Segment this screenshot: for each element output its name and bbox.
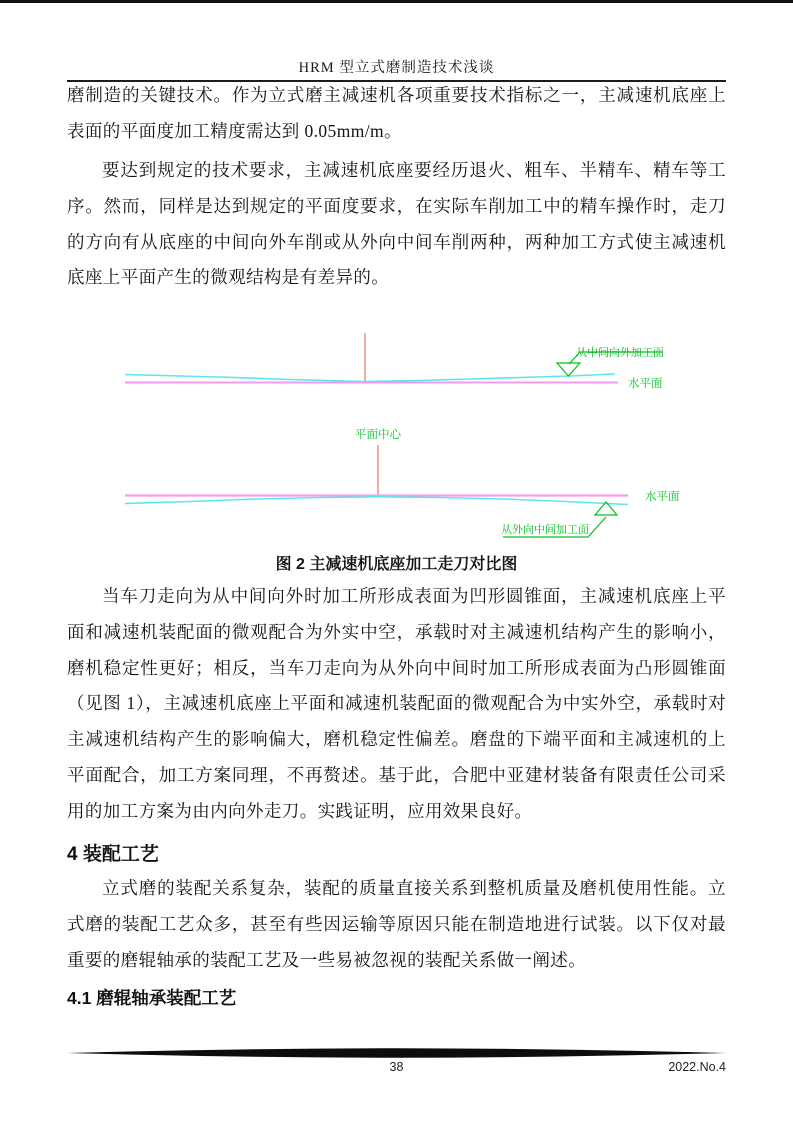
top-surface-finish-symbol [557, 363, 580, 376]
subsection-heading-roller-bearing: 4.1 磨辊轴承装配工艺 [67, 988, 237, 1008]
running-header-title: HRM 型立式磨制造技术浅谈 [298, 60, 495, 76]
footer-bar-shape [67, 1048, 726, 1058]
paragraph-assembly-intro: 立式磨的装配关系复杂，装配的质量直接关系到整机质量及磨机使用性能。立式磨的装配工艺众多，甚至有些因运输等原因只能在制造地进行试装。以下仅对最重要的磨辊轴承的装配工艺及一些易被忽视的装配关系做一阐述。 [67, 878, 726, 970]
paragraph-flatness-requirement: 磨制造的关键技术。作为立式磨主减速机各项重要技术指标之一，主减速机底座上表面的平面度加工精度需达到 0.05mm/m。 [67, 85, 726, 141]
bottom-surface-label: 从外向中间加工面 [501, 524, 589, 536]
bottom-center-label: 平面中心 [355, 429, 401, 441]
bottom-plane-label: 水平面 [645, 491, 680, 503]
footer [67, 1060, 726, 1078]
top-surface-label: 从中间向外加工面 [576, 347, 664, 359]
top-plane-label: 水平面 [628, 378, 663, 390]
footer-separator-bar [0, 1046, 793, 1060]
bottom-machined-surface-line [125, 497, 628, 505]
figure-caption: 图 2 主减速机底座加工走刀对比图 [275, 556, 518, 573]
figure-2-diagram [0, 310, 793, 550]
top-edge-rule [0, 0, 793, 3]
top-machined-surface-line [125, 374, 615, 382]
issue-label: 2022.No.4 [668, 1060, 726, 1074]
section-heading-assembly: 4 装配工艺 [67, 844, 159, 865]
top-diagram [125, 333, 664, 550]
page-number: 38 [389, 1060, 404, 1074]
bottom-diagram [125, 427, 680, 537]
paragraph-surface-comparison: 当车刀走向为从中间向外时加工所形成表面为凹形圆锥面，主减速机底座上平面和减速机装配面的微观配合为外实中空，承载时对主减速机结构产生的影响小，磨机稳定性更好；相反，当车刀走向为从外向中间时加工所形成表面为凸形圆锥面（见图 1），主减速机底座上平面和减速机装配面的微观配合为中实外空，承载时对主减速机结构产生的影响偏大，磨机稳定性偏差。磨盘的下端平面和主减速机的上平面配合，加工方案同理，不再赘述。基于此，合肥中亚建材装备有限责任公司采用的加工方案为由内向外走刀。实践证明，应用效果良好。 [67, 586, 726, 821]
paragraph-machining-process: 要达到规定的技术要求，主减速机底座要经历退火、粗车、半精车、精车等工序。然而，同样是达到规定的平面度要求，在实际车削加工中的精车操作时，走刀的方向有从底座的中间向外车削或从外向中间车削两种，两种加工方式使主减速机底座上平面产生的微观结构是有差异的。 [67, 160, 726, 288]
